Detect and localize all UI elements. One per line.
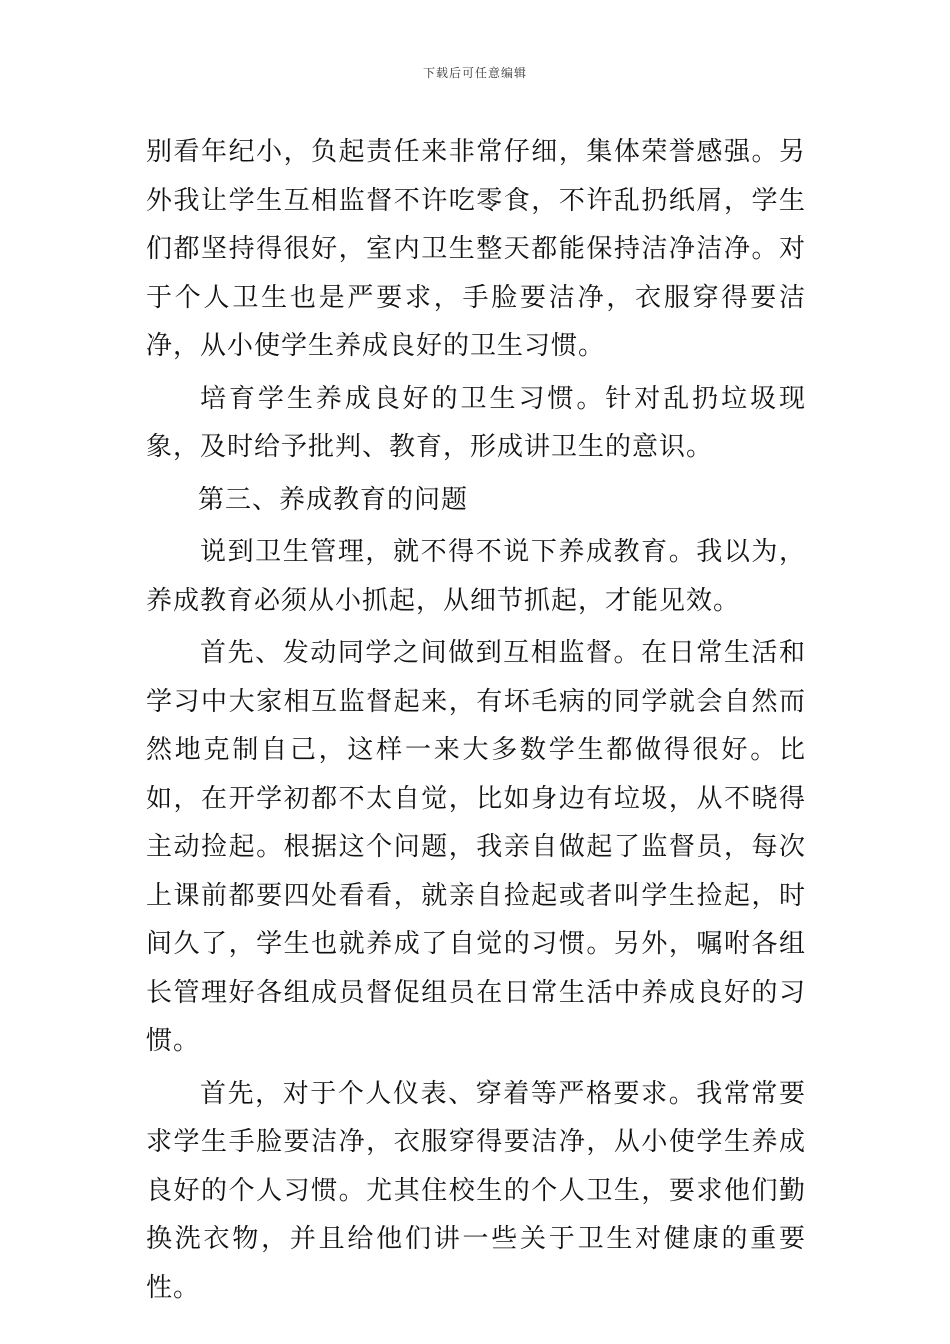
page-header-note: 下载后可任意编辑 [422,66,527,80]
paragraph-personal-appearance: 首先，对于个人仪表、穿着等严格要求。我常常要求学生手脸要洁净，衣服穿得要洁净，从小使学生养成良好的个人习惯。尤其住校生的个人卫生，要求他们勤换洗衣物，并且给他们讲一些关于卫生对健康的重要性。 [146,1078,806,1303]
document-body [146,128,806,1316]
section-heading-three: 第三、养成教育的问题 [198,484,469,515]
paragraph-hygiene-habits: 培育学生养成良好的卫生习惯。针对乱扔垃圾现象，及时给予批判、教育，形成讲卫生的意识。 [146,383,806,462]
paragraph-continuation: 别看年纪小，负起责任来非常仔细，集体荣誉感强。另外我让学生互相监督不许吃零食，不许乱扔纸屑，学生们都坚持得很好，室内卫生整天都能保持洁净洁净。对于个人卫生也是严要求，手脸要洁净，衣服穿得要洁净，从小使学生养成良好的卫生习惯。 [146,137,806,361]
paragraph-mutual-supervision: 首先、发动同学之间做到互相监督。在日常生活和学习中大家相互监督起来，有坏毛病的同学就会自然而然地克制自己，这样一来大多数学生都做得很好。比如，在开学初都不太自觉，比如身边有垃圾，从不晓得主动捡起。根据这个问题，我亲自做起了监督员，每次上课前都要四处看看，就亲自捡起或者叫学生捡起，时间久了，学生也就养成了自觉的习惯。另外，嘱咐各组长管理好各组成员督促组员在日常生活中养成良好的习惯。 [146,638,806,1056]
paragraph-habit-education-intro: 说到卫生管理，就不得不说下养成教育。我以为，养成教育必须从小抓起，从细节抓起，才能见效。 [146,537,806,616]
